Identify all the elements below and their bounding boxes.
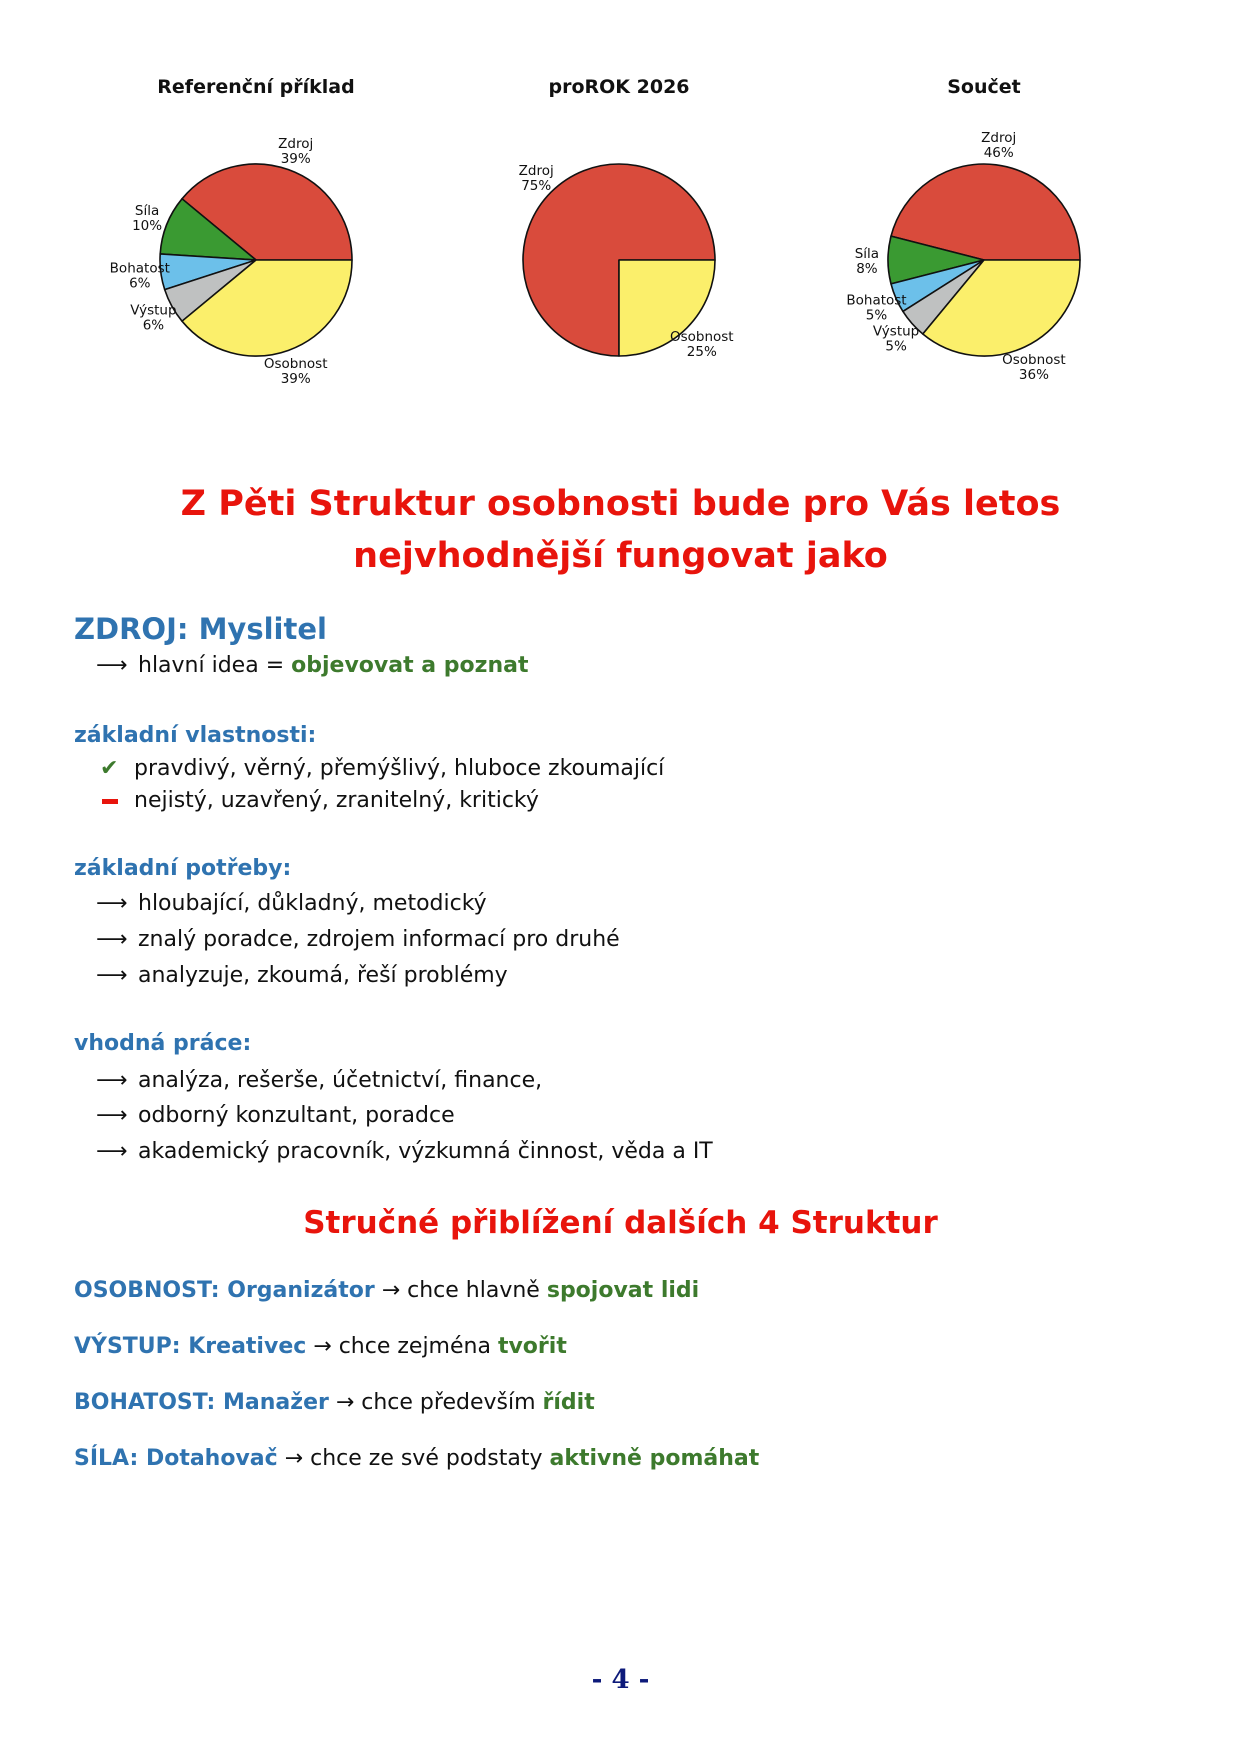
positive-properties [100,756,664,781]
need-text: hloubající, důkladný, metodický [138,891,487,916]
structure-goal: aktivně pomáhat [549,1446,760,1471]
need-item [96,963,508,988]
chart-title: Součet [947,76,1021,98]
arrow-icon: ⟶ [96,1103,128,1128]
main-heading-line2: nejvhodnější fungovat jako [353,536,888,576]
main-idea-value: objevovat a poznat [291,653,529,678]
slice-label-name: Osobnost [1002,352,1066,368]
structure-name: VÝSTUP: Kreativec [74,1334,307,1359]
slice-label-name: Zdroj [981,129,1017,146]
minus-icon [102,799,118,804]
slice-label-value: 75% [521,178,552,195]
structure-goal: řídit [542,1390,595,1415]
chart-title: proROK 2026 [548,76,690,98]
work-item [96,1103,455,1128]
slice-label-name: Výstup [130,302,177,319]
other-structure-item [74,1446,759,1471]
negative-properties [100,788,539,813]
structure-text: → chce především [328,1390,543,1415]
slice-label-value: 39% [280,371,311,388]
work-item [96,1068,542,1093]
zdroj-title: ZDROJ: Myslitel [74,612,327,646]
need-item [96,891,487,916]
structure-text: → chce zejména [306,1334,498,1359]
slice-label-síla [132,203,162,234]
slice-label-zdroj [278,136,313,167]
check-icon: ✔ [100,756,119,781]
slice-label-name: Bohatost [109,260,170,277]
slice-label-value: 5% [885,338,907,355]
main-heading-line1: Z Pěti Struktur osobnosti bude pro Vás letos [180,484,1061,524]
other-structures-heading: Stručné přiblížení dalších 4 Struktur [303,1205,938,1241]
arrow-icon: ⟶ [96,927,128,952]
main-idea-prefix: hlavní idea = [138,653,292,678]
structure-name: SÍLA: Dotahovač [74,1446,278,1471]
work-text: akademický pracovník, výzkumná činnost, věda a IT [138,1139,713,1164]
negative-text: nejistý, uzavřený, zranitelný, kritický [134,788,539,813]
slice-label-name: Osobnost [263,356,328,373]
structure-text: → chce hlavně [374,1278,547,1303]
needs-label: základní potřeby: [74,856,292,881]
work-label: vhodná práce: [74,1031,252,1056]
main-idea-line [96,653,528,678]
slice-label-osobnost [670,329,734,360]
chart-title: Referenční příklad [157,76,355,98]
slice-label-name: Zdroj [278,135,314,152]
slice-label-value: 10% [132,217,163,234]
slice-label-výstup [873,324,919,355]
work-item [96,1139,713,1164]
slice-label-name: Síla [854,246,880,262]
slice-label-value: 6% [129,275,151,292]
slice-label-name: Výstup [872,323,920,340]
slice-label-výstup [130,302,176,333]
slice-label-name: Osobnost [669,328,734,345]
arrow-icon: ⟶ [96,891,128,916]
slice-label-value: 36% [1018,367,1049,383]
slice-label-name: Bohatost [846,292,907,309]
other-structure-item [74,1278,699,1303]
slice-label-value: 6% [142,317,165,334]
positive-text: pravdivý, věrný, přemýšlivý, hluboce zkoumající [134,756,665,781]
arrow-icon: ⟶ [96,1139,128,1164]
slice-label-value: 25% [686,343,717,360]
other-structure-item [74,1334,567,1359]
slice-label-name: Síla [134,202,160,219]
work-text: odborný konzultant, poradce [138,1103,455,1128]
slice-label-bohatost [110,261,170,292]
page-number: - 4 - [591,1665,650,1695]
structure-goal: tvořit [497,1334,567,1359]
main-heading [0,478,1241,582]
need-item [96,927,620,952]
arrow-icon: ⟶ [96,653,128,678]
work-text: analýza, rešerše, účetnictví, finance, [138,1068,543,1093]
slice-label-síla [855,246,879,277]
need-text: znalý poradce, zdrojem informací pro druhé [138,927,620,952]
slice-label-osobnost [264,356,328,387]
slice-label-bohatost [846,293,906,324]
pie-charts [0,0,1241,420]
slice-label-zdroj [981,130,1016,161]
structure-goal: spojovat lidi [546,1278,700,1303]
slice-label-value: 8% [856,261,878,277]
slice-label-zdroj [519,163,554,194]
structure-text: → chce ze své podstaty [277,1446,550,1471]
slice-label-value: 39% [280,150,311,167]
slice-label-osobnost [1002,352,1066,383]
properties-label: základní vlastnosti: [74,723,317,748]
arrow-icon: ⟶ [96,1068,128,1093]
structure-name: OSOBNOST: Organizátor [74,1278,375,1303]
other-structure-item [74,1390,595,1415]
need-text: analyzuje, zkoumá, řeší problémy [138,963,508,988]
slice-label-value: 5% [865,307,888,324]
arrow-icon: ⟶ [96,963,128,988]
slice-label-name: Zdroj [518,163,554,180]
structure-name: BOHATOST: Manažer [74,1390,329,1415]
slice-label-value: 46% [983,144,1014,161]
